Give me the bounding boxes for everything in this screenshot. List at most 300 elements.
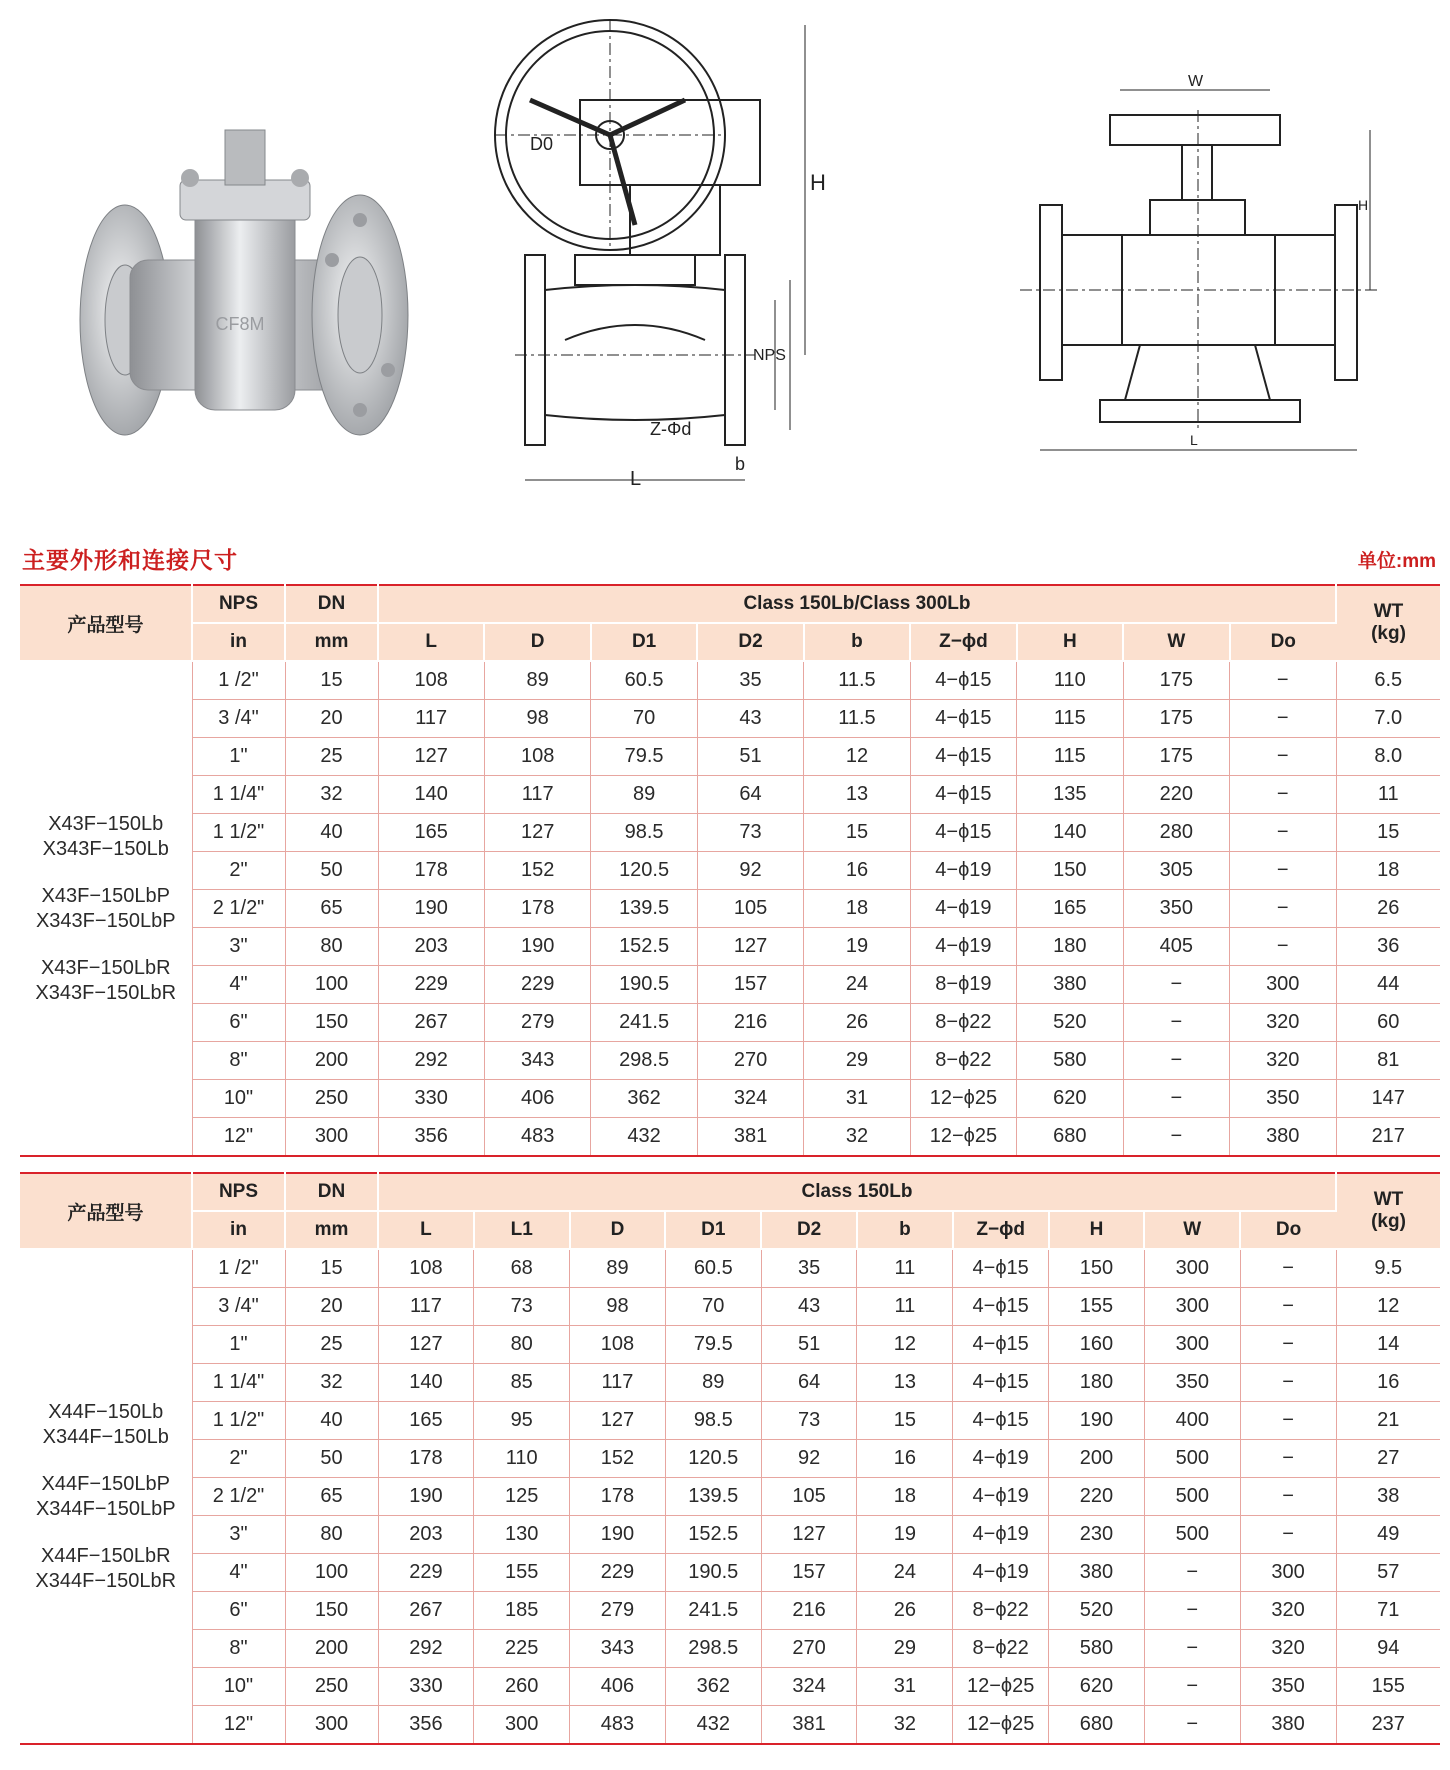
model-group [20,1472,192,1522]
table-cell: 80 [285,928,378,966]
table-row [20,1402,1440,1440]
header-dn: DN [285,1173,378,1211]
table-cell: 250 [285,1668,378,1706]
table-cell: 300 [1144,1326,1240,1364]
table-row [20,890,1440,928]
dimension-table-150 [20,1172,1440,1745]
model-name: X44F−150LbR [40,1544,171,1567]
table-cell: 432 [665,1706,761,1745]
table-cell: − [1123,1118,1229,1157]
table-cell: 324 [697,1080,803,1118]
header-dn: DN [285,585,378,623]
header-dn-unit: mm [285,623,378,661]
table-cell: 139.5 [665,1478,761,1516]
table-cell: 7.0 [1336,700,1440,738]
svg-text:H: H [810,170,826,195]
header-col-l: L [378,1211,474,1249]
svg-text:Z-Φd: Z-Φd [650,419,692,439]
table-cell: 160 [1049,1326,1145,1364]
table-cell: 15 [857,1402,953,1440]
table-cell: 216 [697,1004,803,1042]
header-model: 产品型号 [20,1173,192,1249]
table-cell: 580 [1017,1042,1123,1080]
table-cell: 71 [1336,1592,1440,1630]
table-cell: 350 [1123,890,1229,928]
table-cell: 270 [697,1042,803,1080]
table-cell: 343 [570,1630,666,1668]
table-cell: 32 [804,1118,910,1157]
table-cell: 680 [1017,1118,1123,1157]
table-cell: 15 [804,814,910,852]
table-cell: 120.5 [591,852,697,890]
model-name: X43F−150LbP [41,884,170,907]
table-cell: 4−ϕ15 [953,1249,1049,1288]
table-cell: 2" [192,852,285,890]
table-cell: 229 [570,1554,666,1592]
side-view-drawing [1020,70,1380,490]
table-cell: 4−ϕ15 [910,661,1016,700]
table-cell: 140 [378,1364,474,1402]
table-cell: 139.5 [591,890,697,928]
table-cell: 200 [285,1630,378,1668]
table-cell: 406 [570,1668,666,1706]
table2-body [20,1249,1440,1744]
table-cell: 267 [378,1592,474,1630]
table-cell: 165 [378,814,484,852]
table-cell: 216 [761,1592,857,1630]
table-cell: 155 [1049,1288,1145,1326]
table-cell: 155 [1336,1668,1440,1706]
table-cell: 18 [1336,852,1440,890]
table-cell: 10" [192,1668,285,1706]
table-cell: 300 [1240,1554,1336,1592]
table-row [20,1706,1440,1745]
model-name: X343F−150LbP [35,909,176,932]
table-cell: 4" [192,1554,285,1592]
table-cell: 115 [1017,700,1123,738]
section-title: 主要外形和连接尺寸 [22,547,238,573]
table-cell: 200 [1049,1440,1145,1478]
table-cell: 24 [857,1554,953,1592]
dimension-table-150-300 [20,584,1440,1157]
table-cell: 65 [285,890,378,928]
table-cell: 320 [1230,1004,1337,1042]
table-cell: 350 [1230,1080,1337,1118]
model-name: X44F−150Lb [48,1400,164,1423]
table-cell: 18 [857,1478,953,1516]
table-cell: 89 [484,661,590,700]
model-group [20,956,192,1006]
table-cell: 680 [1049,1706,1145,1745]
table-cell: 4−ϕ15 [910,776,1016,814]
table-cell: 178 [570,1478,666,1516]
table-cell: 500 [1144,1440,1240,1478]
table-row [20,776,1440,814]
table-cell: 1" [192,738,285,776]
table-row [20,1080,1440,1118]
model-name: X343F−150Lb [42,837,169,860]
header-wt-label: WT [1373,601,1404,622]
table-cell: 4−ϕ15 [953,1364,1049,1402]
table-cell: 2 1/2" [192,890,285,928]
table-cell: 279 [570,1592,666,1630]
table-cell: 2 1/2" [192,1478,285,1516]
table-cell: 165 [1017,890,1123,928]
table-cell: 108 [484,738,590,776]
table-cell: 147 [1336,1080,1440,1118]
table-cell: 15 [285,661,378,700]
header-col-do: Do [1230,623,1337,661]
table-row [20,1288,1440,1326]
header-class: Class 150Lb/Class 300Lb [378,585,1336,623]
header-col-d1: D1 [591,623,697,661]
table-cell: 15 [1336,814,1440,852]
table-cell: 44 [1336,966,1440,1004]
model-name: X343F−150LbR [35,981,177,1004]
table-cell: 4−ϕ15 [953,1326,1049,1364]
table-cell: 40 [285,1402,378,1440]
table-cell: 51 [761,1326,857,1364]
svg-text:D0: D0 [530,134,554,154]
table-cell: 175 [1123,700,1229,738]
header-wt-label: WT [1373,1189,1404,1210]
table-row [20,1326,1440,1364]
table-cell: 190.5 [591,966,697,1004]
table-row [20,1516,1440,1554]
header-wt [1336,585,1440,661]
table-cell: 117 [378,1288,474,1326]
header-nps: NPS [192,585,285,623]
table-cell: 108 [378,1249,474,1288]
table-cell: 220 [1123,776,1229,814]
table-cell: 36 [1336,928,1440,966]
table-cell: 60.5 [665,1249,761,1288]
model-name: X344F−150LbP [35,1497,176,1520]
table-cell: 117 [484,776,590,814]
table-row [20,700,1440,738]
table-row [20,814,1440,852]
table-cell: 89 [591,776,697,814]
table-cell: 298.5 [591,1042,697,1080]
table-cell: − [1240,1440,1336,1478]
header-col-d: D [570,1211,666,1249]
header-col-do: Do [1240,1211,1336,1249]
model-name: X44F−150LbP [41,1472,170,1495]
table-cell: 380 [1240,1706,1336,1745]
table-cell: 98 [570,1288,666,1326]
table-cell: 26 [804,1004,910,1042]
table-cell: − [1230,776,1337,814]
header-col-h: H [1017,623,1123,661]
table-cell: 12 [857,1326,953,1364]
table-cell: 229 [484,966,590,1004]
table-cell: − [1144,1592,1240,1630]
table-cell: 241.5 [665,1592,761,1630]
table-cell: 300 [285,1118,378,1157]
table-cell: 20 [285,1288,378,1326]
table-cell: 4−ϕ19 [953,1554,1049,1592]
table-cell: − [1240,1288,1336,1326]
table-cell: − [1240,1364,1336,1402]
table-cell: 292 [378,1042,484,1080]
table-cell: 26 [1336,890,1440,928]
table-cell: 4−ϕ15 [953,1402,1049,1440]
table-cell: − [1230,814,1337,852]
table-cell: 1" [192,1326,285,1364]
table-cell: 4−ϕ19 [953,1440,1049,1478]
table-cell: 89 [665,1364,761,1402]
table-row [20,1630,1440,1668]
table-cell: 300 [285,1706,378,1745]
table-cell: 65 [285,1478,378,1516]
table-cell: 21 [1336,1402,1440,1440]
table-cell: − [1123,1080,1229,1118]
table-cell: 1 1/2" [192,1402,285,1440]
table-cell: 229 [378,1554,474,1592]
table-cell: 356 [378,1706,474,1745]
table-cell: 300 [1230,966,1337,1004]
table-cell: 8−ϕ22 [953,1630,1049,1668]
table-cell: 380 [1049,1554,1145,1592]
table-cell: 400 [1144,1402,1240,1440]
table-row [20,738,1440,776]
table-cell: 8" [192,1630,285,1668]
table-cell: 1 /2" [192,661,285,700]
table-cell: 38 [1336,1478,1440,1516]
table-cell: 98 [484,700,590,738]
table-cell: 8−ϕ22 [910,1004,1016,1042]
table-cell: 16 [804,852,910,890]
table-cell: 4−ϕ19 [910,890,1016,928]
table-cell: 381 [697,1118,803,1157]
table-cell: 11 [857,1288,953,1326]
table-cell: 203 [378,928,484,966]
table-cell: 483 [484,1118,590,1157]
table-cell: 267 [378,1004,484,1042]
table-cell: 520 [1049,1592,1145,1630]
table-cell: 127 [378,1326,474,1364]
table-cell: 229 [378,966,484,1004]
table-cell: − [1240,1249,1336,1288]
table-cell: 79.5 [665,1326,761,1364]
table-cell: 29 [857,1630,953,1668]
header-class: Class 150Lb [378,1173,1336,1211]
table-cell: 4−ϕ19 [953,1478,1049,1516]
table-cell: 6.5 [1336,661,1440,700]
table-row [20,1592,1440,1630]
table-cell: 29 [804,1042,910,1080]
table-cell: 11 [1336,776,1440,814]
header-wt [1336,1173,1440,1249]
table-cell: 150 [285,1592,378,1630]
table-cell: 125 [474,1478,570,1516]
table-cell: 165 [378,1402,474,1440]
table-cell: 117 [378,700,484,738]
table-cell: 12" [192,1118,285,1157]
table-row [20,928,1440,966]
table-cell: 6" [192,1004,285,1042]
table-cell: 127 [378,738,484,776]
table-cell: 320 [1240,1630,1336,1668]
table-cell: 500 [1144,1478,1240,1516]
table-cell: 320 [1240,1592,1336,1630]
table-cell: 105 [697,890,803,928]
table-cell: 16 [1336,1364,1440,1402]
table-cell: 12−ϕ25 [910,1080,1016,1118]
table-cell: 4−ϕ15 [910,814,1016,852]
table-cell: 100 [285,966,378,1004]
table-cell: 300 [474,1706,570,1745]
table-cell: 43 [697,700,803,738]
table-cell: 4−ϕ15 [953,1288,1049,1326]
table-cell: 73 [474,1288,570,1326]
table-cell: − [1230,852,1337,890]
table-cell: 190 [378,890,484,928]
table-cell: 405 [1123,928,1229,966]
table-cell: 152 [570,1440,666,1478]
table-cell: 200 [285,1042,378,1080]
table-cell: 95 [474,1402,570,1440]
table-cell: 12 [804,738,910,776]
table-row [20,852,1440,890]
svg-text:NPS: NPS [753,347,786,364]
table-cell: 330 [378,1080,484,1118]
table-cell: 11.5 [804,700,910,738]
model-cell [20,661,192,1156]
table-cell: 280 [1123,814,1229,852]
table-cell: − [1144,1554,1240,1592]
table-cell: − [1123,1042,1229,1080]
table-cell: − [1144,1706,1240,1745]
table-cell: 43 [761,1288,857,1326]
table-cell: 155 [474,1554,570,1592]
table-cell: 73 [761,1402,857,1440]
table-cell: 32 [285,1364,378,1402]
table-cell: 3 /4" [192,700,285,738]
table-cell: − [1240,1326,1336,1364]
table-cell: 620 [1017,1080,1123,1118]
table-cell: 279 [484,1004,590,1042]
svg-text:L: L [1190,432,1198,448]
table-cell: 381 [761,1706,857,1745]
table-cell: 14 [1336,1326,1440,1364]
table-cell: 49 [1336,1516,1440,1554]
table-cell: 51 [697,738,803,776]
table-cell: 8.0 [1336,738,1440,776]
table-cell: 12" [192,1706,285,1745]
table-cell: 190 [1049,1402,1145,1440]
svg-text:L: L [630,468,642,490]
table-cell: 190 [570,1516,666,1554]
table-row [20,1554,1440,1592]
table-cell: 180 [1049,1364,1145,1402]
table-cell: 8−ϕ19 [910,966,1016,1004]
table-cell: 620 [1049,1668,1145,1706]
table-cell: 19 [857,1516,953,1554]
table-cell: 178 [484,890,590,928]
table-cell: 98.5 [591,814,697,852]
table-cell: 4−ϕ19 [910,852,1016,890]
table-cell: 203 [378,1516,474,1554]
table-cell: 89 [570,1249,666,1288]
header-nps: NPS [192,1173,285,1211]
table-cell: 1 1/2" [192,814,285,852]
table-cell: 150 [285,1004,378,1042]
table-cell: 80 [474,1326,570,1364]
table-cell: 225 [474,1630,570,1668]
table-cell: 92 [761,1440,857,1478]
header-col-l1: L1 [474,1211,570,1249]
table-cell: 4−ϕ15 [910,738,1016,776]
table-cell: 330 [378,1668,474,1706]
table-cell: 70 [591,700,697,738]
model-group [20,1544,192,1594]
table-cell: 157 [761,1554,857,1592]
table-cell: − [1240,1402,1336,1440]
table-cell: 16 [857,1440,953,1478]
table-cell: 64 [761,1364,857,1402]
table-cell: 25 [285,1326,378,1364]
table-cell: 152 [484,852,590,890]
table-cell: 115 [1017,738,1123,776]
table-cell: 175 [1123,738,1229,776]
table-cell: 11.5 [804,661,910,700]
table-cell: 13 [857,1364,953,1402]
model-name: X43F−150LbR [40,956,171,979]
table-cell: − [1123,966,1229,1004]
table-cell: 19 [804,928,910,966]
table-cell: 185 [474,1592,570,1630]
header-col-h: H [1049,1211,1145,1249]
table-cell: 60.5 [591,661,697,700]
table-cell: 432 [591,1118,697,1157]
model-group [20,1400,192,1450]
table-cell: 298.5 [665,1630,761,1668]
table-cell: − [1144,1630,1240,1668]
header-col-zd: Z−ϕd [953,1211,1049,1249]
table-cell: 230 [1049,1516,1145,1554]
header-col-d1: D1 [665,1211,761,1249]
table-row [20,1668,1440,1706]
table-cell: 175 [1123,661,1229,700]
table-cell: 217 [1371,1125,1405,1147]
table-cell: − [1144,1668,1240,1706]
table-cell: 31 [804,1080,910,1118]
table-cell: 190 [378,1478,474,1516]
table-cell: 12−ϕ25 [953,1668,1049,1706]
table-cell: − [1230,738,1337,776]
header-col-d2: D2 [697,623,803,661]
table-cell: 4−ϕ19 [910,928,1016,966]
table-cell: 152.5 [591,928,697,966]
table-cell: 40 [285,814,378,852]
table-cell: 260 [474,1668,570,1706]
table-cell: 150 [1049,1249,1145,1288]
table-cell: 356 [378,1118,484,1157]
table-cell: 324 [761,1668,857,1706]
table-row [20,1440,1440,1478]
table-cell: 110 [1017,661,1123,700]
table-cell: 6" [192,1592,285,1630]
table-cell: 2" [192,1440,285,1478]
table-cell: 120.5 [665,1440,761,1478]
table-cell: 190.5 [665,1554,761,1592]
table-cell: 108 [378,661,484,700]
table-cell: 105 [761,1478,857,1516]
header-col-b: b [804,623,910,661]
table-cell: 57 [1336,1554,1440,1592]
table-cell: − [1230,928,1337,966]
